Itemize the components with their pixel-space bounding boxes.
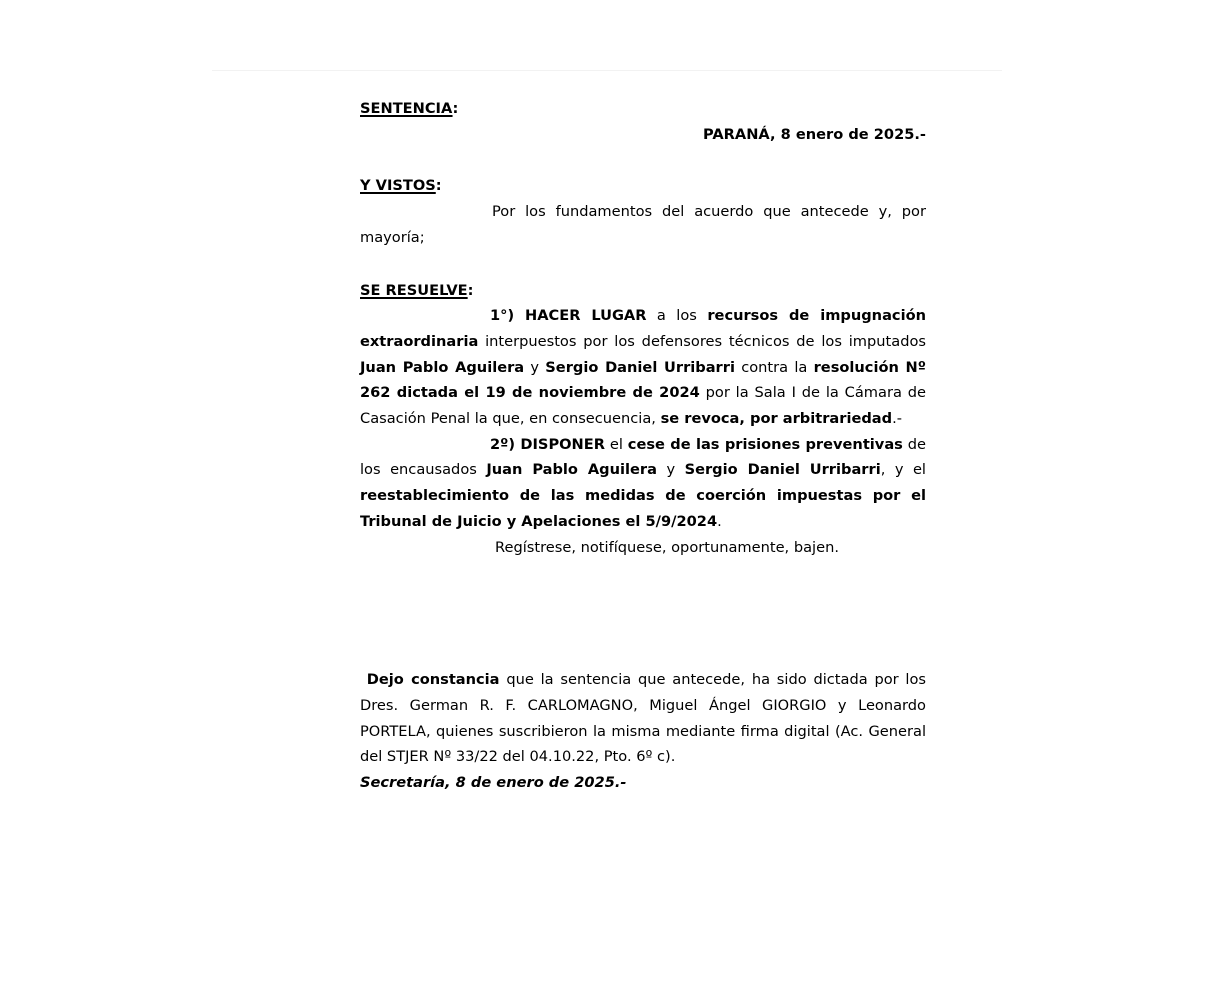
- place-date: PARANÁ, 8 enero de 2025.-: [703, 125, 926, 143]
- resolution-item-1: 1°) HACER LUGAR a los recursos de impugnación extraordinaria interpuestos por los defensores técnicos de los imputados Juan Pablo Aguilera y Sergio Daniel Urribarri contra la resolución Nº 262 dictada el 19 de noviembre de 2024 por la Sala I de la Cámara de Casación Penal la que, en consecuencia, se revoca, por arbitrariedad.-: [360, 307, 926, 428]
- constancia-paragraph: Dejo constancia que la sentencia que antecede, ha sido dictada por los Dres. German R. F. CARLOMAGNO, Miguel Ángel GIORGIO y Leonardo PORTELA, quienes suscribieron la misma mediante firma digital (Ac. General del STJER Nº 33/22 del 04.10.22, Pto. 6º c).: [360, 671, 927, 766]
- vistos-text: Por los fundamentos del acuerdo que antecede y, por mayoría;: [360, 203, 926, 246]
- spacer: [360, 251, 926, 278]
- secretaria-signoff: Secretaría, 8 de enero de 2025.-: [360, 774, 627, 792]
- spacer: [360, 147, 926, 173]
- closing-line: Regístrese, notifíquese, oportunamente, bajen.: [495, 538, 839, 556]
- spacer: [360, 560, 926, 667]
- document-body: [360, 96, 926, 796]
- sentencia-heading: SENTENCIA:: [360, 100, 459, 117]
- page-top-divider: [212, 70, 1002, 71]
- vistos-heading: Y VISTOS:: [360, 177, 442, 195]
- resolution-item-2: 2º) DISPONER el cese de las prisiones preventivas de los encausados Juan Pablo Aguilera y Sergio Daniel Urribarri, y el reestablecimiento de las medidas de coerción impuestas por el Tribunal de Juicio y Apelaciones el 5/9/2024.: [360, 435, 926, 530]
- resuelve-heading: SE RESUELVE:: [360, 281, 474, 299]
